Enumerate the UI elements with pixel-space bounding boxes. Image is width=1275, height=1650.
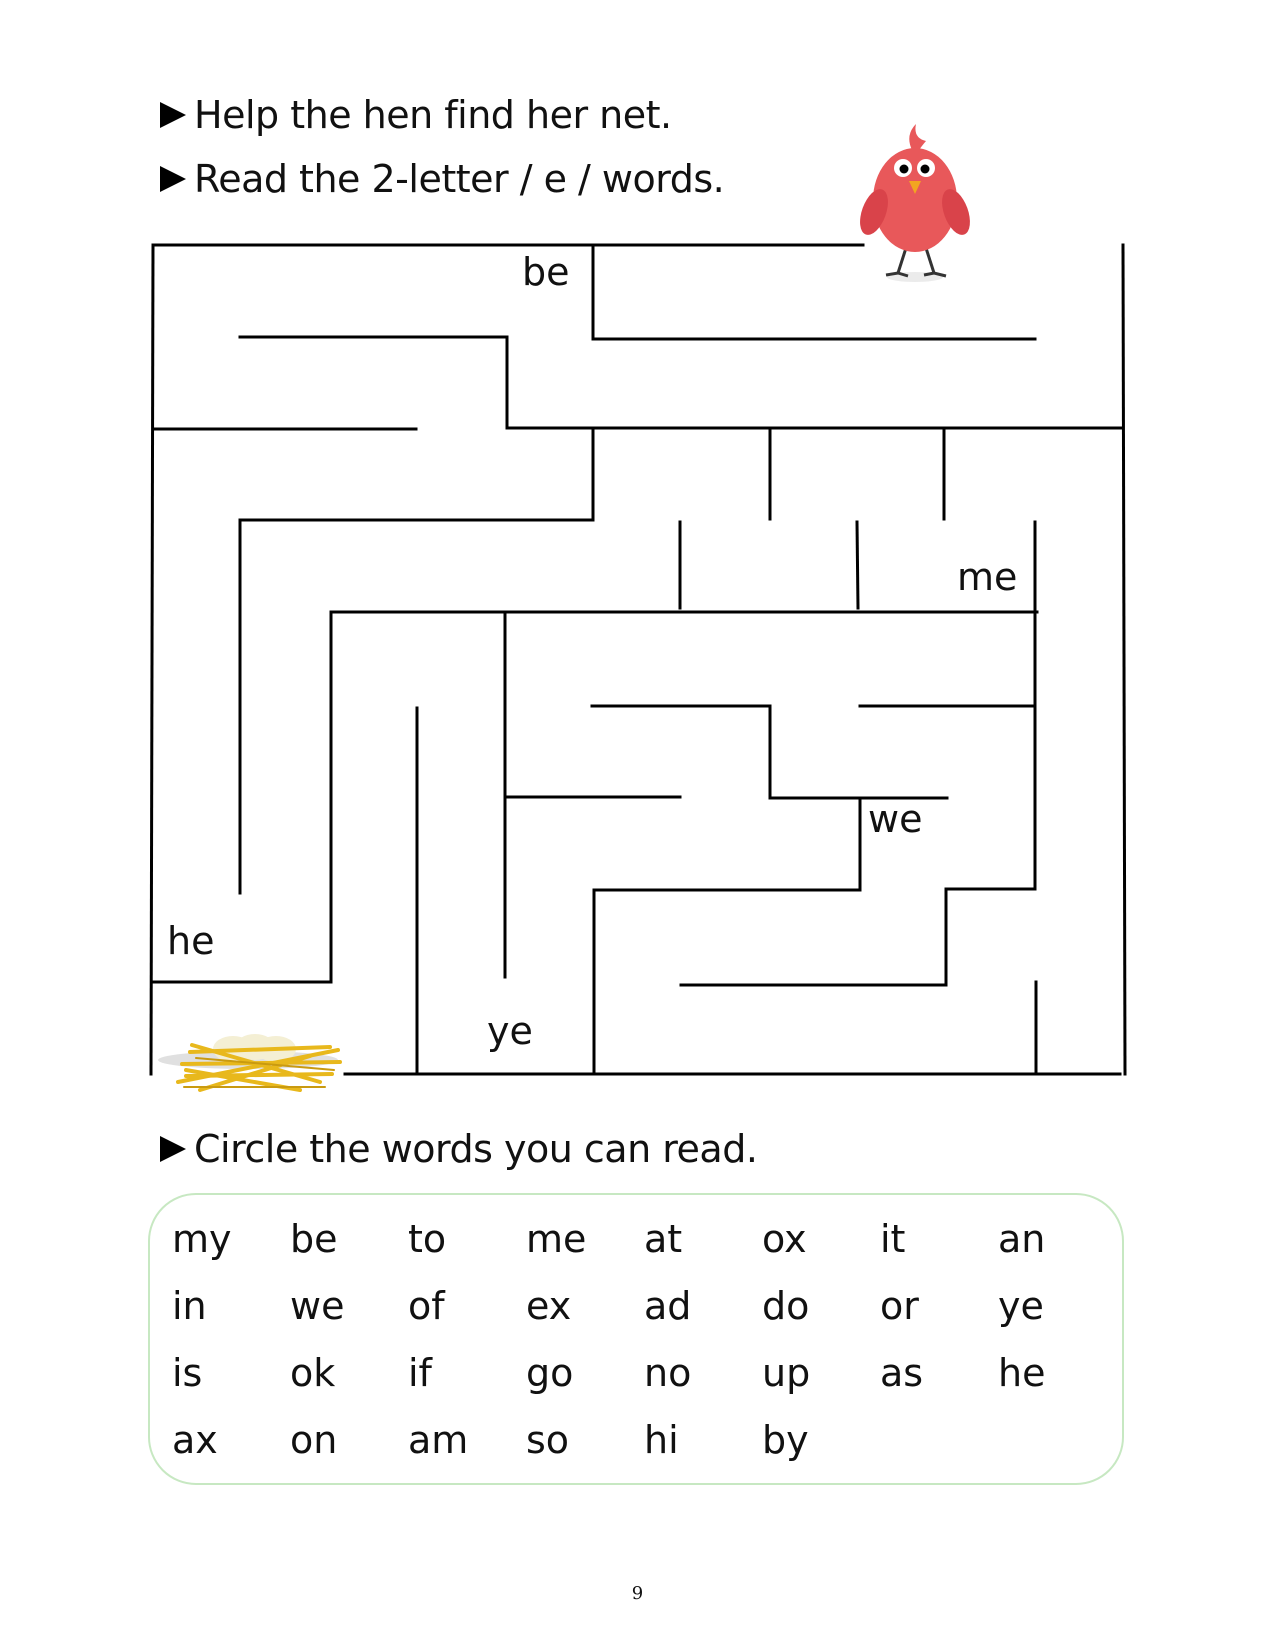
- maze-word-me: me: [957, 555, 1018, 599]
- word[interactable]: an: [998, 1217, 1046, 1261]
- word[interactable]: to: [408, 1217, 447, 1261]
- word[interactable]: do: [762, 1284, 810, 1328]
- word[interactable]: my: [172, 1217, 232, 1261]
- word[interactable]: am: [408, 1418, 469, 1462]
- word[interactable]: me: [526, 1217, 587, 1261]
- word[interactable]: no: [644, 1351, 692, 1395]
- word[interactable]: in: [172, 1284, 207, 1328]
- instruction-text: Read the 2-letter / e / words.: [194, 157, 725, 201]
- word[interactable]: so: [526, 1418, 570, 1462]
- word[interactable]: ax: [172, 1418, 218, 1462]
- word[interactable]: be: [290, 1217, 338, 1261]
- maze-word-ye: ye: [487, 1009, 533, 1053]
- word[interactable]: ad: [644, 1284, 692, 1328]
- word[interactable]: on: [290, 1418, 338, 1462]
- word[interactable]: ox: [762, 1217, 807, 1261]
- page-number: 9: [631, 1583, 644, 1604]
- word[interactable]: it: [880, 1217, 906, 1261]
- word[interactable]: of: [408, 1284, 445, 1328]
- maze-word-we: we: [868, 797, 923, 841]
- word[interactable]: if: [408, 1351, 432, 1395]
- word[interactable]: up: [762, 1351, 811, 1395]
- word[interactable]: ex: [526, 1284, 572, 1328]
- maze-walls: [151, 245, 1125, 1074]
- word[interactable]: by: [762, 1418, 809, 1462]
- hen-icon: [855, 124, 976, 282]
- word[interactable]: we: [290, 1284, 345, 1328]
- maze-word-he: he: [167, 919, 215, 963]
- word[interactable]: at: [644, 1217, 683, 1261]
- instruction-text: Circle the words you can read.: [194, 1127, 758, 1171]
- nest-icon: [158, 1034, 340, 1090]
- word-list: [172, 1217, 1116, 1488]
- word[interactable]: is: [172, 1351, 203, 1395]
- word[interactable]: go: [526, 1351, 574, 1395]
- word[interactable]: as: [880, 1351, 924, 1395]
- instruction-circle-words: [160, 1127, 757, 1171]
- word[interactable]: ye: [998, 1284, 1044, 1328]
- word[interactable]: he: [998, 1351, 1046, 1395]
- play-arrow-icon: [160, 1136, 186, 1162]
- word[interactable]: ok: [290, 1351, 336, 1395]
- maze-word-be: be: [522, 250, 570, 294]
- word[interactable]: hi: [644, 1418, 679, 1462]
- instruction-text: Help the hen find her net.: [194, 93, 672, 137]
- word[interactable]: or: [880, 1284, 919, 1328]
